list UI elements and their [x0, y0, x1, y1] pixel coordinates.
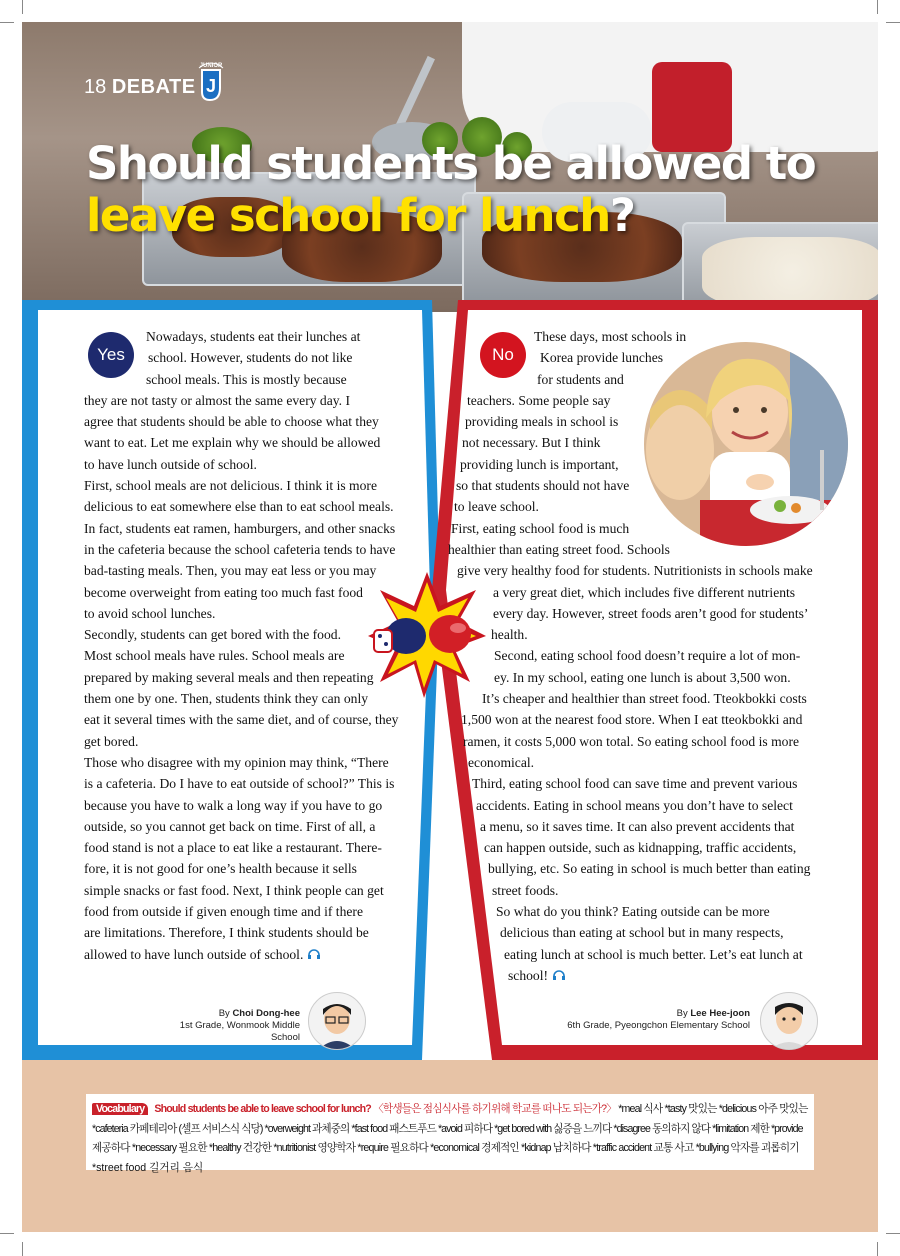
text-line: them one by one. Then, students think they can only: [84, 691, 369, 707]
title-highlight: leave school for lunch: [86, 189, 610, 242]
text-line: Korea provide lunches: [540, 350, 664, 366]
text-line: get bored.: [84, 733, 139, 749]
text-line: These days, most schools in: [534, 329, 687, 344]
text-line: for students and: [537, 371, 624, 387]
text-line: prepared by making several meals and then repeating: [84, 669, 374, 685]
text-line: because you have to walk a long way if you have to go: [84, 797, 383, 813]
vocab-question: Should students be able to leave school for lunch?: [154, 1103, 371, 1115]
text-line: agree that students should be able to choose what they: [84, 414, 379, 430]
page-header: [84, 76, 196, 99]
text-line: [84, 944, 398, 965]
yes-badge: Yes: [88, 332, 134, 378]
crop-mark: [22, 1242, 23, 1256]
text-line: ey. In my school, eating one lunch is about 3,500 won.: [494, 669, 791, 685]
text-line: can happen outside, such as kidnapping, traffic accidents,: [484, 840, 797, 856]
text-line: ramen, it costs 5,000 won total. So eating school food is more: [463, 733, 800, 749]
text-line-end: allowed to have lunch outside of school.: [84, 946, 304, 962]
text-line: to avoid school lunches.: [84, 605, 216, 621]
badge-letter: J: [205, 76, 217, 96]
children-lunch-photo: [640, 340, 852, 548]
text-line: healthier than eating street food. Schools: [448, 541, 670, 557]
text-line: want to eat. Let me explain why we should be allowed: [84, 435, 381, 451]
author-line: [560, 1008, 750, 1020]
text-line-end: school!: [508, 967, 549, 983]
crop-mark: [877, 1242, 878, 1256]
text-line: accidents. Eating in school means you don’t have to select: [476, 797, 793, 813]
text-line: food from outside if given enough time and if there: [84, 904, 363, 920]
crop-mark: [886, 1233, 900, 1234]
byline-prefix: By: [676, 1008, 691, 1019]
crop-mark: [877, 0, 878, 14]
text-line: bad-tasting meals. Then, you may eat less or you may: [84, 563, 377, 579]
text-line: to have lunch outside of school.: [84, 456, 257, 472]
text-line: First, school meals are not delicious. I think it is more: [84, 478, 377, 494]
no-badge: No: [480, 332, 526, 378]
text-line: is a cafeteria. Do I have to eat outside of school?” This is: [84, 776, 395, 792]
text-line: [446, 965, 813, 986]
vocab-line: [92, 1100, 812, 1120]
blue-boxing-glove-icon: [374, 618, 426, 654]
crop-mark: [886, 22, 900, 23]
text-line: Third, eating school food can save time and prevent various: [472, 776, 798, 792]
vocabulary-label: Vocabulary: [92, 1103, 148, 1115]
crop-mark: [22, 0, 23, 14]
crop-mark: [0, 1233, 14, 1234]
text-line: are limitations. Therefore, I think students should be: [84, 925, 369, 941]
text-line: health.: [491, 627, 528, 643]
text-line: So what do you think? Eating outside can be more: [496, 904, 770, 920]
text-line: delicious to eat somewhere else than to eat school meals.: [84, 499, 394, 515]
text-line: a menu, so it saves time. It can also prevent accidents that: [480, 818, 795, 834]
text-line: economical.: [468, 754, 535, 770]
text-line: food stand is not a place to eat like a restaurant. There-: [84, 840, 382, 856]
text-line: give very healthy food for students. Nutritionists in schools make: [457, 563, 813, 579]
vocab-line-rest: *meal 식사 *tasty 맛있는 *delicious 아주 맛있는: [616, 1103, 808, 1115]
page-number: 18: [84, 76, 107, 98]
text-line: every day. However, street foods aren’t good for students’: [493, 605, 809, 621]
headphones-icon: [552, 969, 566, 981]
avatar: [308, 992, 366, 1050]
headphones-icon: [307, 948, 321, 960]
text-line: providing lunch is important,: [460, 456, 619, 472]
text-line: simple snacks or fast food. Next, I think people can get: [84, 882, 384, 898]
vocabulary-text: [92, 1100, 812, 1178]
food-rice: [702, 237, 878, 307]
author-affiliation: 1st Grade, Wonmook Middle School: [179, 1020, 300, 1043]
text-line: eat it several times with the same diet, and of course, they: [84, 712, 399, 728]
vocab-line: 제공하다 *necessary 필요한 *healthy 건강한 *nutritionist 영양학자 *require 필요하다 *economical 경제적인 *kidnap 납치하다 *traffic accident 교통 사고 *bullying 악자를 괴롭히기: [92, 1142, 799, 1154]
text-line: school meals. This is mostly because: [146, 371, 347, 387]
title-line-1: Should students be allowed to: [86, 137, 816, 190]
text-line: outside, so you cannot get back on time. First of all, a: [84, 818, 376, 834]
text-line: Second, eating school food doesn’t require a lot of mon-: [494, 648, 801, 664]
text-line: a very great diet, which includes five different nutrients: [493, 584, 796, 600]
text-line: they are not tasty or almost the same every day. I: [84, 392, 350, 408]
author-name: Choi Dong-hee: [232, 1008, 300, 1019]
text-line: First, eating school food is much: [451, 520, 630, 536]
text-line: bullying, etc. So eating in school is much better than eating: [488, 861, 811, 877]
yes-byline: [150, 1008, 300, 1044]
author-name: Lee Hee-joon: [690, 1008, 750, 1019]
text-line: Nowadays, students eat their lunches at: [146, 329, 361, 344]
text-line: fore, it is not good for one’s health because it sells: [84, 861, 357, 877]
crop-mark: [0, 22, 14, 23]
vocab-line: *street food 길거리 음식: [92, 1161, 204, 1174]
text-line: Most school meals have rules. School meals are: [84, 648, 345, 664]
text-line: street foods.: [492, 882, 559, 898]
no-byline: [560, 1008, 750, 1032]
text-line: Secondly, students can get bored with the food.: [84, 627, 341, 643]
text-line: eating lunch at school is much better. Let’s eat lunch at: [504, 946, 803, 962]
text-line: providing meals in school is: [465, 414, 619, 430]
red-boxing-glove-icon: [429, 615, 471, 653]
text-line: delicious than eating at school but in many respects,: [500, 925, 784, 941]
title-line-2: [86, 190, 815, 242]
text-line: Those who disagree with my opinion may think, “There: [84, 754, 389, 770]
versus-starburst-icon: [366, 570, 488, 700]
vocab-question-korean: 〈학생들은 점심식사를 하기위해 학교를 떠나도 되는가?〉: [373, 1103, 617, 1115]
vocab-line: *cafeteria 카페테리아 (셀프 서비스식 식당) *overweight 과체중의 *fast food 패스트푸드 *avoid 피하다 *get bored with 싫증을 느끼다 *disagree 동의하지 않다 *limitation 제한 *provide: [92, 1122, 803, 1135]
text-line: school. However, students do not like: [148, 350, 353, 366]
text-line: teachers. Some people say: [467, 392, 611, 408]
yes-argument-text: [84, 326, 398, 965]
text-line: not necessary. But I think: [462, 435, 601, 451]
text-line: In fact, students eat ramen, hamburgers, and other snacks: [84, 520, 396, 536]
text-line: in the cafeteria because the school cafeteria tends to have: [84, 541, 396, 557]
avatar: [760, 992, 818, 1050]
byline-prefix: By: [218, 1008, 233, 1019]
text-line: It’s cheaper and healthier than street food. Tteokbokki costs: [482, 691, 807, 707]
section-label: DEBATE: [111, 76, 196, 98]
vocabulary-box: [86, 1094, 814, 1174]
text-line: 1,500 won at the nearest food store. When I eat tteokbokki and: [461, 712, 803, 728]
text-line: to leave school.: [454, 499, 539, 515]
author-line: [150, 1008, 300, 1020]
text-line: so that students should not have: [456, 478, 630, 494]
page-title: [86, 138, 815, 242]
badge-top-text: JUNIOR: [199, 63, 223, 69]
text-line: become overweight from eating too much fast food: [84, 584, 363, 600]
junior-badge-icon: [196, 58, 226, 102]
title-question-mark: ?: [609, 189, 635, 242]
author-affiliation: 6th Grade, Pyeongchon Elementary School: [567, 1020, 750, 1031]
